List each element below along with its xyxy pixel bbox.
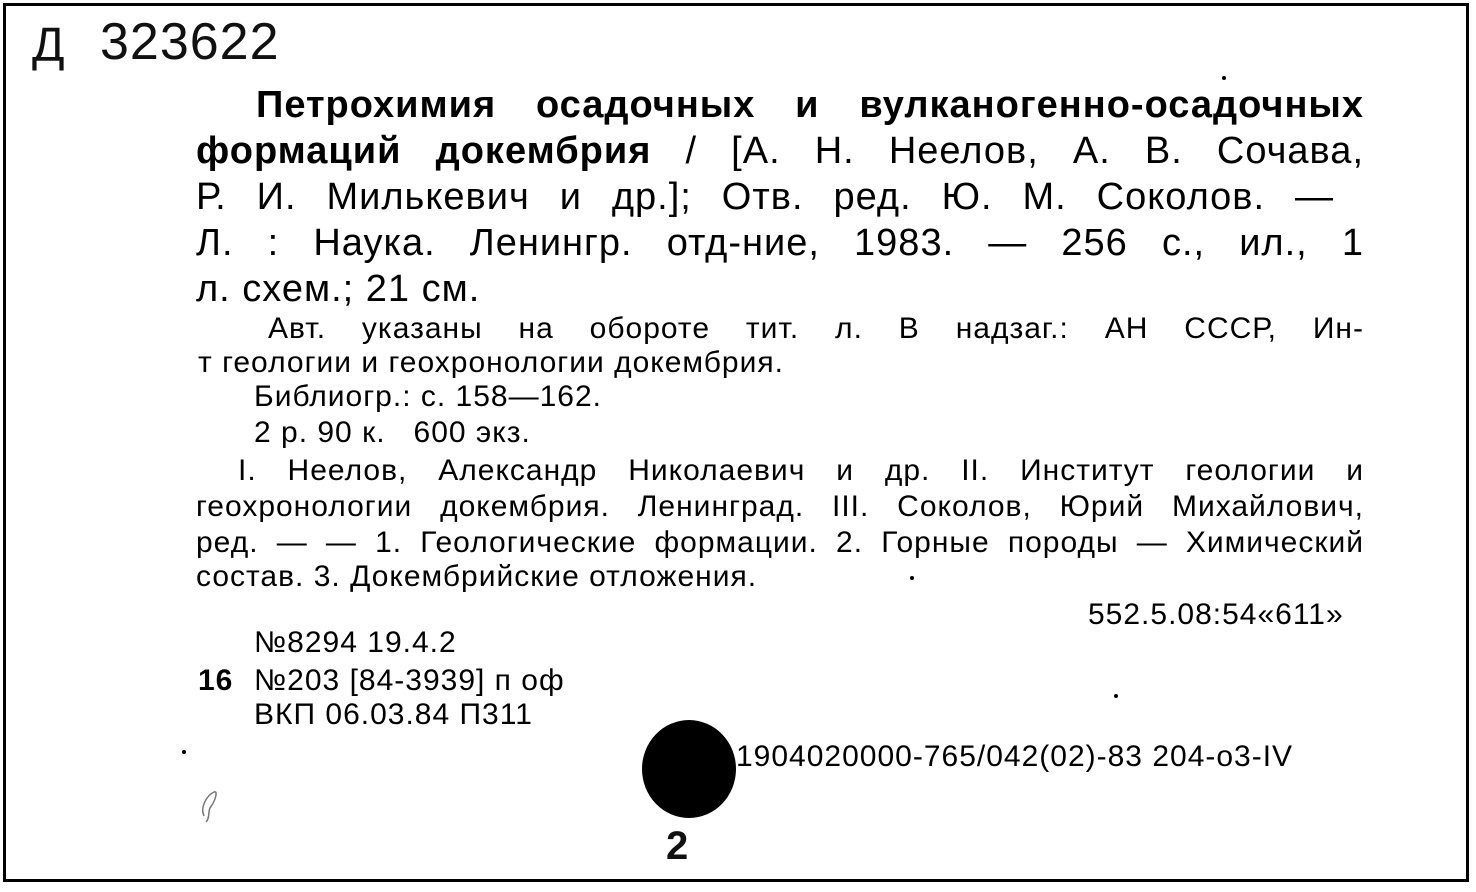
tracings-line-2: геохронологии докембрия. Ленинград. III. Соколов, Юрий Михайлович, [196,490,1364,523]
note-price: 2 р. 90 к. 600 экз. [254,416,531,449]
tracings-line-4: состав. 3. Докембрийские отложения. [196,560,758,593]
note-bibliography: Библиогр.: с. 158—162. [254,380,602,413]
udc-code: 552.5.08:54«611» [1088,598,1344,631]
note-authors-line-1: Авт. указаны на обороте тит. л. В надзаг.: АН СССР, Ин- [268,312,1364,345]
call-number: 323622 [100,13,280,71]
entry-authors: / [А. Н. Неелов, А. В. Сочава, [651,130,1365,172]
punch-hole [642,720,736,818]
entry-physical-description: л. схем.; 21 см. [196,268,481,310]
entry-line-3: Р. И. Милькевич и др.]; Отв. ред. Ю. М. Соколов. — [196,176,1334,218]
card-sequence-number: 2 [666,824,689,868]
entry-title-continued: формаций докембрия [196,130,652,172]
speck [182,750,186,754]
pencil-mark [196,786,226,826]
note-authors-line-2: т геологии и геохронологии докембрия. [198,346,784,379]
imprint-line-2: №203 [84-3939] п оф [254,664,565,697]
catalog-card [3,3,1469,882]
tracings-line-3: ред. — — 1. Геологические формации. 2. Горные породы — Химический [196,526,1364,559]
call-number-prefix: Д [32,19,65,72]
entry-title-line: Петрохимия осадочных и вулканогенно-осадочных [256,84,1364,126]
entry-imprint-line: Л. : Наука. Ленингр. отд-ние, 1983. — 256 с., ил., 1 [196,222,1364,264]
entry-line-2 [196,130,1364,173]
speck [910,576,914,580]
speck [1222,76,1226,80]
tracings-line-1: I. Неелов, Александр Николаевич и др. II. Институт геологии и [238,454,1364,487]
imprint-line-3: ВКП 06.03.84 П311 [254,698,533,731]
classification-code: 1904020000-765/042(02)-83 204-о3-IV [736,740,1294,773]
imprint-line-1: №8294 19.4.2 [254,626,457,659]
speck [1114,694,1118,698]
imprint-sheet-number: 16 [198,664,234,697]
